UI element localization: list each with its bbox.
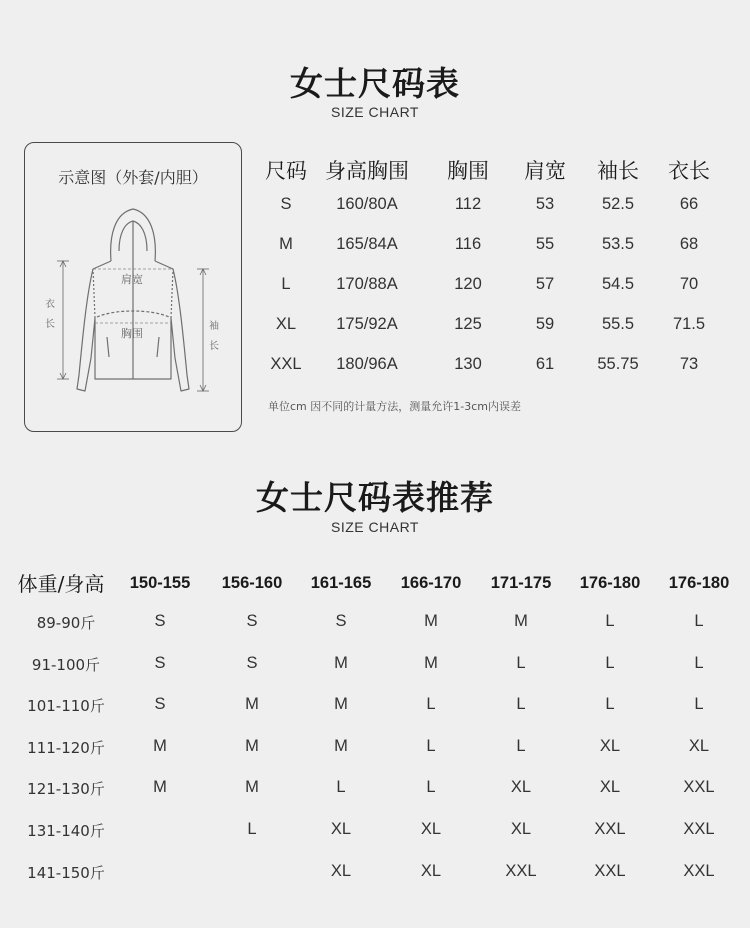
weight-label: 91-100斤 [31,655,101,674]
size-cell: M [514,612,528,630]
size-cell: XL [510,819,532,838]
table-cell: 54.5 [601,275,635,293]
size-cell: XXL [683,778,715,797]
table-cell: S [280,195,292,213]
table-row [252,311,722,351]
weight-label: 89-90斤 [36,614,96,632]
length-label-1: 衣 [45,299,55,310]
shoulder-label: 肩宽 [121,273,143,286]
height-range-header: 176-180 [668,574,730,592]
recommendation-header [0,568,750,604]
table-row [0,604,750,646]
table-row [0,854,750,896]
column-header: 尺码 [265,159,307,183]
table-row [252,271,722,311]
length-label-2: 长 [45,319,55,330]
size-cell: L [605,695,615,714]
weight-label: 131-140斤 [27,821,105,840]
table-cell: 165/84A [336,235,398,253]
size-cell: M [245,778,259,797]
table-row [252,191,722,231]
sleeve-label-1: 袖 [209,321,219,332]
size-cell: L [426,695,436,714]
table-cell: 130 [454,355,482,373]
size-cell: XL [330,819,352,838]
table-cell: 55.75 [597,355,639,373]
size-cell: L [516,695,526,714]
table-cell: XL [275,315,297,333]
table-cell: 112 [454,195,482,213]
weight-label: 111-120斤 [27,738,105,757]
size-cell: L [694,695,704,714]
column-header: 胸围 [447,159,489,183]
table-cell: 68 [679,235,699,253]
table-cell: 53 [535,195,555,213]
column-header: 衣长 [668,159,710,183]
size-cell: L [694,653,704,672]
size-chart-subtitle: SIZE CHART [331,104,419,120]
size-cell: M [424,612,438,630]
height-range-header: 176-180 [579,574,641,592]
height-range-header: 156-160 [221,574,283,592]
table-cell: 116 [454,235,482,253]
table-row [0,729,750,771]
table-row [0,770,750,812]
height-range-header: 166-170 [400,574,462,592]
size-cell: M [153,736,167,755]
table-cell: 125 [454,315,482,333]
table-row [0,687,750,729]
size-cell: XL [420,861,442,880]
size-cell: XXL [505,861,537,880]
size-cell: M [245,736,259,755]
size-cell: L [336,778,346,797]
table-cell: 160/80A [336,195,398,213]
jacket-diagram-box [24,142,242,432]
size-cell: XL [330,861,352,880]
size-cell: S [246,612,258,630]
table-cell: 180/96A [336,355,398,373]
corner-label: 体重/身高 [17,572,105,596]
table-cell: 73 [679,355,699,373]
size-cell: L [516,736,526,755]
column-header: 身高胸围 [325,159,409,183]
size-cell: M [245,695,259,714]
size-cell: XL [599,778,621,797]
table-row [0,812,750,854]
table-cell: 57 [535,275,555,293]
size-cell: L [605,612,615,630]
table-row [252,231,722,271]
table-cell: 175/92A [336,315,398,333]
size-cell: S [154,612,166,630]
size-cell: XL [599,736,621,755]
size-cell: S [246,653,258,672]
size-cell: M [424,653,438,672]
size-cell: M [334,653,348,672]
size-cell: M [334,736,348,755]
height-range-header: 161-165 [310,574,372,592]
table-cell: 61 [535,355,555,373]
table-row [0,646,750,688]
size-cell: XL [420,819,442,838]
recommendation-title: 女士尺码表推荐 [256,478,494,517]
measurement-note: 单位cm 因不同的计量方法，测量允许1-3cm内误差 [268,400,521,413]
table-cell: 70 [679,275,699,293]
size-cell: XXL [683,819,715,838]
table-cell: 55 [535,235,555,253]
size-cell: M [153,778,167,797]
size-cell: XL [510,778,532,797]
diagram-caption: 示意图（外套/内胆） [58,168,208,187]
column-header: 袖长 [597,159,639,183]
weight-label: 121-130斤 [27,780,105,799]
table-cell: 55.5 [601,315,635,333]
table-cell: 59 [535,315,555,333]
table-cell: 53.5 [601,235,635,253]
size-cell: XXL [594,861,626,880]
recommendation-table [0,568,750,895]
size-chart-title: 女士尺码表 [290,64,460,103]
sleeve-label-2: 长 [209,341,219,352]
table-cell: M [279,235,293,253]
size-cell: L [694,612,704,630]
table-cell: L [281,275,291,293]
table-cell: 71.5 [672,315,706,333]
recommendation-subtitle: SIZE CHART [331,519,419,535]
size-cell: XL [688,736,710,755]
table-row [252,351,722,391]
jacket-illustration [25,143,241,431]
size-cell: S [154,653,166,672]
size-cell: L [426,778,436,797]
size-cell: XXL [683,861,715,880]
height-range-header: 150-155 [129,574,191,592]
size-cell: M [334,695,348,714]
chest-label: 胸围 [121,327,143,340]
table-cell: 52.5 [601,195,635,213]
table-cell: 120 [454,275,482,293]
size-cell: L [426,736,436,755]
size-chart-table [252,155,722,391]
size-cell: L [247,819,257,838]
size-table-header [252,155,722,191]
table-cell: XXL [270,355,302,373]
table-cell: 66 [679,195,699,213]
size-cell: L [516,653,526,672]
table-cell: 170/88A [336,275,398,293]
size-cell: L [605,653,615,672]
column-header: 肩宽 [524,159,566,183]
size-cell: XXL [594,819,626,838]
height-range-header: 171-175 [490,574,552,592]
size-cell: S [335,612,347,630]
size-cell: S [154,695,166,714]
weight-label: 141-150斤 [27,863,105,882]
weight-label: 101-110斤 [27,697,105,716]
